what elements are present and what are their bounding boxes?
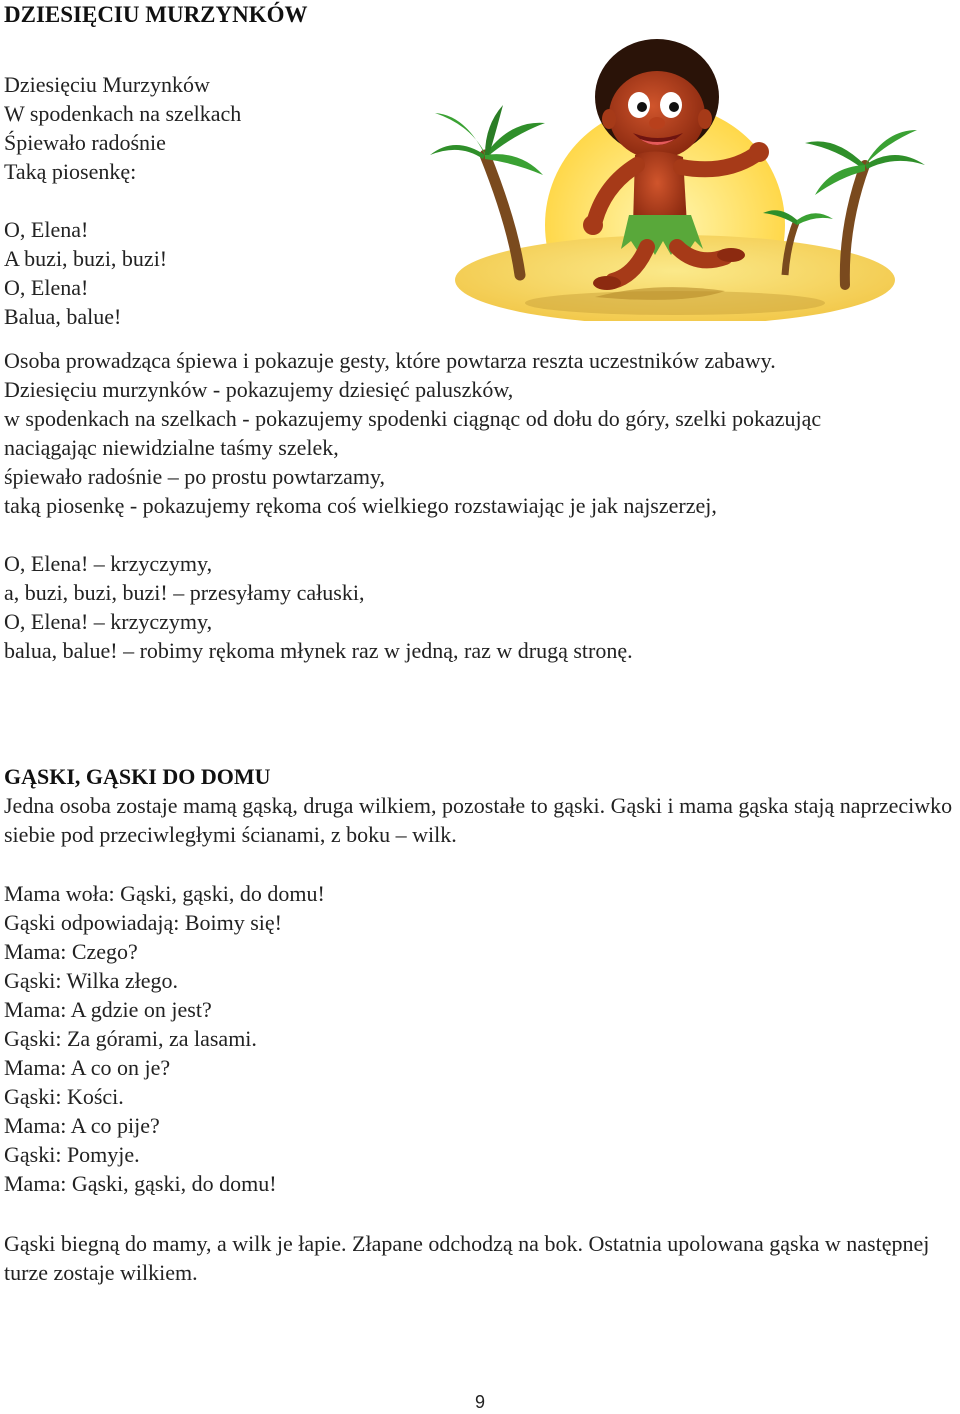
dialog-line: Gąski: Za górami, za lasami. <box>4 1026 257 1051</box>
song-line: Śpiewało radośnie <box>4 130 166 155</box>
dialog-line: Mama: A co pije? <box>4 1113 160 1138</box>
section-title-dziesieciu-murzynkow: DZIESIĘCIU MURZYNKÓW <box>4 2 308 27</box>
dialog-line: Mama woła: Gąski, gąski, do domu! <box>4 881 325 906</box>
page-number: 9 <box>474 1392 485 1412</box>
dialog-line: Gąski: Wilka złego. <box>4 968 179 993</box>
game-dialog <box>4 879 325 1198</box>
dialog-line: Mama: A gdzie on jest? <box>4 997 212 1022</box>
instruction-line: taką piosenkę - pokazujemy rękoma coś wielkiego rozstawiając je jak najszerzej, <box>4 493 717 518</box>
dialog-line: Mama: Gąski, gąski, do domu! <box>4 1171 277 1196</box>
instruction-line: Osoba prowadząca śpiewa i pokazuje gesty, które powtarza reszta uczestników zabawy. <box>4 348 776 373</box>
song-line: A buzi, buzi, buzi! <box>4 246 168 271</box>
song-line: O, Elena! <box>4 275 89 300</box>
song-line: W spodenkach na szelkach <box>4 101 242 126</box>
dialog-line: Mama: Czego? <box>4 939 138 964</box>
instruction-line: śpiewało radośnie – po prostu powtarzamy, <box>4 464 386 489</box>
instruction-line: w spodenkach na szelkach - pokazujemy spodenki ciągnąc od dołu do góry, szelki pokazując <box>4 406 822 431</box>
game-intro-paragraph: Jedna osoba zostaje mamą gąską, druga wilkiem, pozostałe to gąski. Gąski i mama gąska stają naprzeciwko siebie pod przeciwległymi ścianami, z boku – wilk. <box>4 793 953 847</box>
game-outro-paragraph: Gąski biegną do mamy, a wilk je łapie. Złapane odchodzą na bok. Ostatnia upolowana gąska w następnej turze zostaje wilkiem. <box>4 1231 930 1285</box>
instruction-line: balua, balue! – robimy rękoma młynek raz w jedną, raz w drugą stronę. <box>4 638 633 663</box>
song-line: Balua, balue! <box>4 304 122 329</box>
instruction-line: naciągając niewidzialne taśmy szelek, <box>4 435 339 460</box>
song-line: O, Elena! <box>4 217 89 242</box>
dialog-line: Gąski: Kości. <box>4 1084 124 1109</box>
instruction-line: O, Elena! – krzyczymy, <box>4 609 213 634</box>
song-line: Taką piosenkę: <box>4 159 137 184</box>
dialog-line: Gąski: Pomyje. <box>4 1142 140 1167</box>
dialog-line: Gąski odpowiadają: Boimy się! <box>4 910 283 935</box>
instruction-line: Dziesięciu murzynków - pokazujemy dziesięć paluszków, <box>4 377 514 402</box>
instruction-line: a, buzi, buzi, buzi! – przesyłamy całuski, <box>4 580 365 605</box>
gesture-instructions <box>4 346 821 665</box>
song-line: Dziesięciu Murzynków <box>4 72 210 97</box>
song-lyrics <box>4 70 241 331</box>
blank-line <box>4 186 241 215</box>
island-boy-illustration <box>425 35 933 321</box>
instruction-line: O, Elena! – krzyczymy, <box>4 551 213 576</box>
blank-line <box>4 520 821 549</box>
dialog-line: Mama: A co on je? <box>4 1055 171 1080</box>
section-title-gaski-gaski-do-domu: GĄSKI, GĄSKI DO DOMU <box>4 764 271 789</box>
